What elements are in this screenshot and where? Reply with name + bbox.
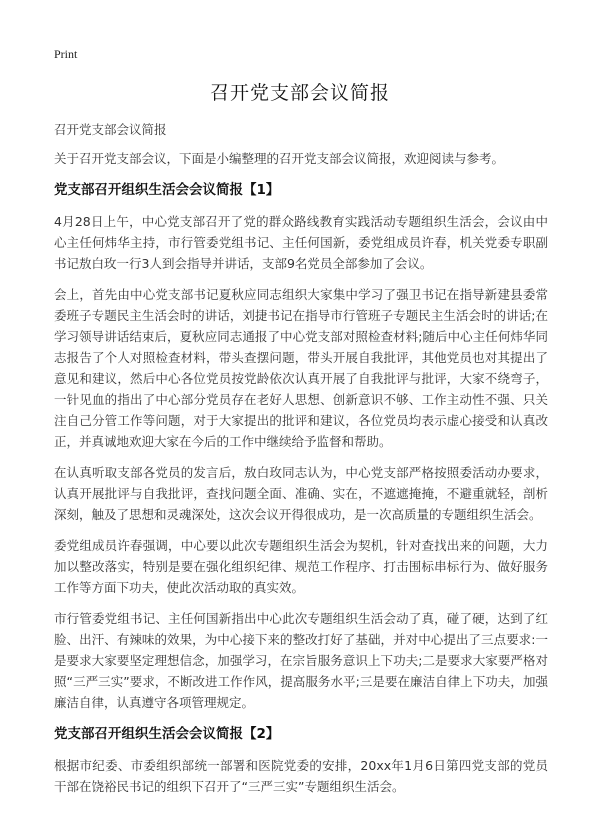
paragraph: 市行管委党组书记、主任何国新指出中心此次专题组织生活会动了真，碰了硬，达到了红脸、出汗、有辣味的效果，为中心接下来的整改打好了基础，并对中心提出了三点要求:一是要求大家要坚定理想信念，加强学习，在宗旨服务意识上下功夫;二是要求大家要严格对照“三严三实”要求，不断改进工作作风，提高服务水平;三是要在廉洁自律上下功夫，加强廉洁自律，认真遵守各项管理规定。 (54, 611, 548, 710)
paragraph: 4月28日上午，中心党支部召开了党的群众路线教育实践活动专题组织生活会，会议由中心主任何炜华主持，市行管委党组书记、主任何国新，委党组成员许春，机关党委专职副书记敖白玫一行3人到会指导并讲话，支部9名党员全部参加了会议。 (54, 214, 548, 271)
print-link[interactable]: Print (54, 47, 78, 61)
section-heading-2: 党支部召开组织生活会会议简报【2】 (54, 726, 280, 742)
paragraph: 根据市纪委、市委组织部统一部署和医院党委的安排，20xx年1月6日第四党支部的党员干部在饶裕民书记的组织下召开了“三严三实”专题组织生活会。 (54, 758, 548, 794)
article-body (54, 119, 548, 807)
article-subtitle: 召开党支部会议简报 (54, 122, 167, 137)
article-intro: 关于召开党支部会议，下面是小编整理的召开党支部会议简报，欢迎阅读与参考。 (54, 151, 505, 166)
section-heading-1: 党支部召开组织生活会会议简报【1】 (54, 182, 280, 198)
paragraph: 会上，首先由中心党支部书记夏秋应同志组织大家集中学习了强卫书记在指导新建县委常委班子专题民主生活会时的讲话，刘捷书记在指导市行管班子专题民主生活会时的讲话;在学习领导讲话结束后，夏秋应同志通报了中心党支部对照检查材料;随后中心主任何炜华同志报告了个人对照检查材料，带头查摆问题，带头开展自我批评，其他党员也对其提出了意见和建议，然后中心各位党员按党龄依次认真开展了自我批评与批评，大家不绕弯子，一针见血的指出了中心部分党员存在老好人思想、创新意识不够、工作主动性不强、只关注自己分管工作等问题，对于大家提出的批评和建议，各位党员均表示虚心接受和认真改正，并真诚地欢迎大家在今后的工作中继续给予监督和帮助。 (54, 287, 548, 449)
paragraph: 委党组成员许春强调，中心要以此次专题组织生活会为契机，针对查找出来的问题，大力加以整改落实，特别是要在强化组织纪律、规范工作程序、打击围标串标行为、做好服务工作等方面下功夫，使此次活动取的真实效。 (54, 538, 548, 595)
paragraph: 在认真听取支部各党员的发言后，敖白玫同志认为，中心党支部严格按照委活动办要求，认真开展批评与自我批评，查找问题全面、准确、实在，不遮遮掩掩，不避重就轻，剖析深刻，触及了思想和灵魂深处，这次会议开得很成功，是一次高质量的专题组织生活会。 (54, 465, 548, 522)
page-title: 召开党支部会议简报 (209, 82, 390, 104)
